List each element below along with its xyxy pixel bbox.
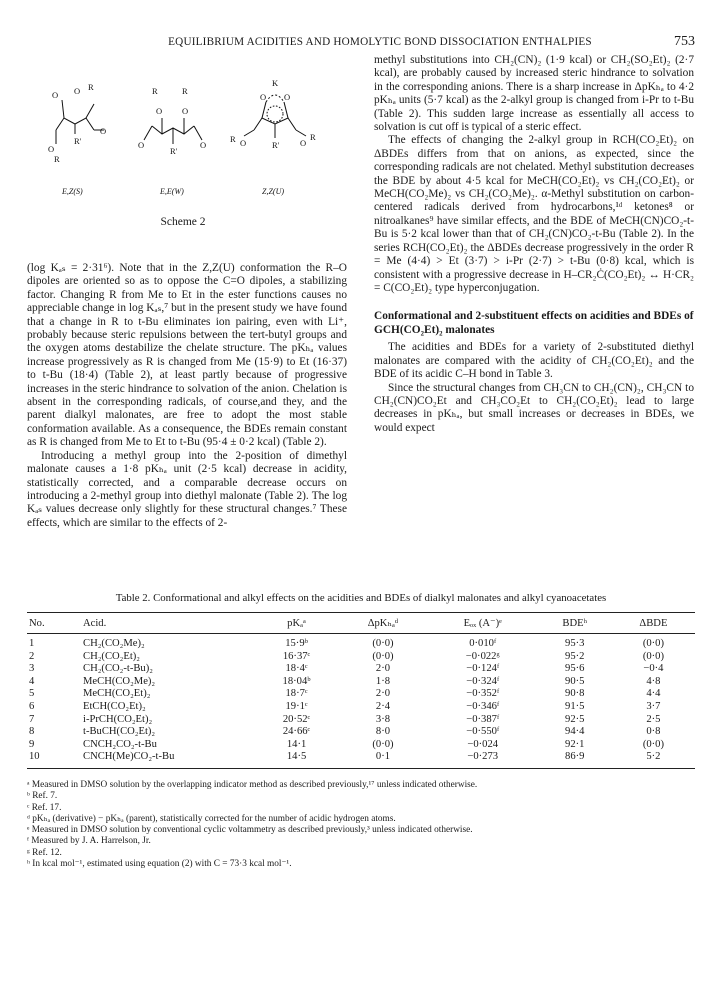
cell-no: 6 <box>29 700 35 712</box>
cell-pka: 16·37ᶜ <box>282 650 311 662</box>
cell-dbde: 2·5 <box>646 713 661 725</box>
structure-zzu <box>244 95 306 138</box>
table-row <box>27 688 695 701</box>
svg-text:R': R' <box>272 140 280 150</box>
label-zzu: Z,Z(U) <box>262 187 285 196</box>
cell-dpkha: 2·0 <box>375 688 391 700</box>
left-paragraph-2: Introducing a methyl group into the 2-position of dimethyl malonate causes a 1·8 pKₕₐ unit (2·5 kcal) decrease in acidity, statistically corrected, and a comparable decrease occurs on introducing a 2-methyl group into diethyl malonate (Table 2). The log Kₐₛ values decrease only slightly for these structural changes.⁷ These effects, which are similar to the effects of 2- <box>27 449 347 529</box>
table-row <box>27 739 695 752</box>
cell-dbde: (0·0) <box>642 650 665 662</box>
cell-acid: CH₂(CO₂Me)₂ <box>83 638 145 649</box>
section-heading: Conformational and 2-substituent effects on acidities and BDEs of GCH(CO₂Et)₂ malonates <box>374 310 694 337</box>
label-eew: E,E(W) <box>160 187 184 196</box>
structure-eew <box>144 118 202 144</box>
cell-pka: 20·52ᶜ <box>282 713 311 725</box>
cell-dpkha: 2·4 <box>375 700 391 712</box>
footnote: ᵍ Ref. 12. <box>27 847 62 858</box>
cell-dbde: −0·4 <box>643 663 664 675</box>
svg-text:R: R <box>230 134 236 144</box>
cell-eox: −0·352ᶠ <box>466 688 500 700</box>
cell-bde: 86·9 <box>538 751 612 768</box>
cell-bde: 95·3 <box>565 638 585 649</box>
svg-text:O: O <box>260 92 267 102</box>
cell-eox: −0·346ᶠ <box>466 700 500 712</box>
cell-eox: 0·010ᶠ <box>469 638 497 649</box>
svg-text:O: O <box>74 86 81 96</box>
right-column <box>374 54 694 435</box>
svg-text:R: R <box>88 82 94 92</box>
col-header-dpkha: ΔpKₕₐᵈ <box>338 613 428 634</box>
left-column <box>27 262 347 530</box>
cell-no: 2 <box>29 650 35 662</box>
svg-text:O: O <box>138 140 145 150</box>
table-row <box>27 726 695 739</box>
cell-acid: EtCH(CO₂Et)₂ <box>83 700 146 712</box>
col-header-dbde: ΔBDE <box>612 613 695 634</box>
cell-dpkha: (0·0) <box>372 650 394 662</box>
col-header-bde: BDEʰ <box>538 613 612 634</box>
cell-no: 3 <box>29 663 35 675</box>
footnote: ᶠ Measured by J. A. Harrelson, Jr. <box>27 836 151 847</box>
footnote: ʰ In kcal mol⁻¹, estimated using equation (2) with C = 73·3 kcal mol⁻¹. <box>27 859 292 870</box>
cell-no: 4 <box>29 675 35 687</box>
cell-bde: 95·2 <box>565 650 585 662</box>
right-paragraph-1: methyl substitutions into CH₂(CN)₂ (1·9 kcal) or CH₂(SO₂Et)₂ (2·7 kcal), are probably caused by increased steric hindrance to solvation in the corresponding anions. There is a sharp increase in ΔpKₕₐ to 4·2 pKₕₐ units (5·7 kcal) as the 2-alkyl group is changed from i-Pr to t-Bu (Table 2). This sudden large increase as essentially all access to solvation is cut off is typical of a steric effect. <box>374 54 694 134</box>
footnote: ᵉ Measured in DMSO solution by conventional cyclic voltammetry as described previously,³ unless indicated otherwise. <box>27 825 473 836</box>
table-row <box>27 701 695 714</box>
cell-eox: −0·124ᶠ <box>466 663 500 675</box>
table-2 <box>27 612 695 769</box>
cell-dpkha: 3·8 <box>375 713 391 725</box>
table-row <box>27 676 695 689</box>
cell-pka: 24·66ᶜ <box>282 726 311 738</box>
right-paragraph-2: The effects of changing the 2-alkyl group in RCH(CO₂Et)₂ on ΔBDEs differs from that on anions, as expected, since the corresponding radicals are not chelated. Methyl substitution decreases the BDE by about 4·5 kcal for MeCH(CO₂Et)₂ vs CH₂(CO₂Et)₂ or MeCH(CO₂Me)₂ vs CH₂(CO₂Me)₂. α-Methyl substitution on carbon-centered radicals derived from hydrocarbons,¹ᵈ ketones⁸ or nitroalkanes⁹ have similar effects, and the BDE of MeCH(CN)CO₂-t-Bu is 5·2 kcal lower than that of CH₂(CN)CO₂-t-Bu (Table 2). In the series RCH(CO₂Et)₂ the ΔBDEs decrease progressively in the order R = Me (4·4) > Et (3·7) > i-Pr (2·7) > t-Bu (0·8) kcal, which is consistent with a progressive decrease in H–CR₂Ċ(CO₂Et)₂ ↔ H·CR₂ = C(CO₂Et)₂ type hyperconjugation. <box>374 134 694 294</box>
scheme-caption: Scheme 2 <box>160 216 206 228</box>
table-caption: Table 2. Conformational and alkyl effects on the acidities and BDEs of dialkyl malonates and alkyl cyanoacetates <box>115 592 607 604</box>
table-row <box>27 651 695 664</box>
cell-pka: 18·04ᵇ <box>282 675 311 687</box>
svg-text:O: O <box>284 92 291 102</box>
col-header-acid: Acid. <box>81 613 255 634</box>
footnote: ᵃ Measured in DMSO solution by the overlapping indicator method as described previously,¹⁷ unless indicated otherwise. <box>27 780 478 790</box>
cell-no: 9 <box>29 738 35 750</box>
cell-pka: 15·9ᵇ <box>285 638 308 649</box>
cell-eox: −0·273 <box>428 751 538 768</box>
cell-acid: CNCH₂CO₂-t-Bu <box>83 738 157 750</box>
label-ezs: E,Z(S) <box>62 187 83 196</box>
cell-acid: CNCH(Me)CO₂-t-Bu <box>81 751 255 768</box>
cell-no: 8 <box>29 726 35 738</box>
svg-text:O: O <box>48 144 55 154</box>
svg-text:K: K <box>272 78 279 88</box>
cell-bde: 90·8 <box>565 688 585 700</box>
cell-acid: MeCH(CO₂Me)₂ <box>83 675 156 687</box>
cell-no: 7 <box>29 713 35 725</box>
svg-text:R': R' <box>170 146 178 156</box>
footnote: ᵇ Ref. 7. <box>27 791 58 802</box>
cell-dbde: 5·2 <box>612 751 695 768</box>
running-head: EQUILIBRIUM ACIDITIES AND HOMOLYTIC BOND DISSOCIATION ENTHALPIES <box>168 36 592 48</box>
footnote: ᵈ pKₕₐ (derivative) − pKₕₐ (parent), statistically corrected for the number of acidic hydrogen atoms. <box>27 813 396 824</box>
cell-dpkha: (0·0) <box>372 638 394 649</box>
table-body <box>27 634 695 769</box>
cell-pka: 18·4ᶜ <box>285 663 308 675</box>
scheme-2 <box>44 78 344 238</box>
left-paragraph-1: (log Kₐₛ = 2·31⁶). Note that in the Z,Z(U) conformation the R–O dipoles are oriented so as to oppose the C=O dipoles, a stabilizing factor. Changing R from Me to Et in the ester functions causes no appreciable change in log Kₐₛ,⁷ but in the present study we have found that a change in R to t-Bu eliminates ion pairing, even with Li⁺, probably because steric repulsions between the tert-butyl groups and the oxygen atoms destabilize the chelate structure. The pKₕₐ values increase progressively as R is changed from Me (15·9) to Et (16·37) to t-Bu (18·4) (Table 2), at least partly because of progressive increases in the steric hindrance to solvation of the anion. Chelation is absent in the corresponding radicals, of course,and they, and the parent dialkyl malonates, are free to adopt the most stable conformation available. As a consequence, the BDEs remain constant as R is changed from Me to Et to t-Bu (95·4 ± 0·2 kcal) (Table 2). <box>27 262 347 449</box>
cell-bde: 92·5 <box>565 713 585 725</box>
cell-dbde: 4·4 <box>646 688 661 700</box>
cell-pka: 19·1ᶜ <box>285 700 308 712</box>
right-paragraph-3: The acidities and BDEs for a variety of 2-substituted diethyl malonates are compared with the acidity of CH₂(CO₂Et)₂ and the BDE of its acidic C–H bond in Table 3. <box>374 341 694 381</box>
cell-eox: −0·387ᶠ <box>466 713 500 725</box>
cell-dpkha: 8·0 <box>375 726 391 738</box>
cell-eox: −0·324ᶠ <box>466 675 500 687</box>
cell-no: 1 <box>29 638 35 649</box>
cell-dpkha: 0·1 <box>338 751 428 768</box>
cell-pka: 18·7ᶜ <box>285 688 308 700</box>
cell-eox: −0·024 <box>467 738 499 750</box>
table-footnotes <box>27 780 695 870</box>
svg-text:R: R <box>152 86 158 96</box>
table-row <box>27 714 695 727</box>
cell-acid: CH₂(CO₂Et)₂ <box>83 650 140 662</box>
svg-text:R: R <box>182 86 188 96</box>
cell-pka: 14·5 <box>255 751 338 768</box>
cell-pka: 14·1 <box>286 738 307 750</box>
scheme-2-structures <box>44 78 344 214</box>
cell-dbde: 0·8 <box>646 726 661 738</box>
cell-acid: MeCH(CO₂Et)₂ <box>83 688 151 700</box>
cell-dpkha: 2·0 <box>375 663 391 675</box>
table-row <box>27 751 695 768</box>
svg-text:R: R <box>310 132 316 142</box>
cell-acid: i-PrCH(CO₂Et)₂ <box>83 713 153 725</box>
col-header-pka: pKₐᵃ <box>255 613 338 634</box>
cell-acid: t-BuCH(CO₂Et)₂ <box>83 726 156 738</box>
cell-bde: 92·1 <box>565 738 585 750</box>
table-row <box>27 634 695 651</box>
cell-bde: 90·5 <box>565 675 585 687</box>
cell-dbde: (0·0) <box>642 638 665 649</box>
page-number: 753 <box>674 34 695 49</box>
right-paragraph-4: Since the structural changes from CH₃CN to CH₂(CN)₂, CH₃CN to CH₂(CN)CO₂Et and CH₃CO₂Et to CH₂(CO₂Et)₂ lead to large decreases in pKₕₐ, but small increases or decreases in BDEs, we would expect <box>374 381 694 434</box>
col-header-eox: Eₒₓ (A⁻)ᵉ <box>428 613 538 634</box>
cell-dpkha: 1·8 <box>375 675 391 687</box>
col-header-no: No. <box>27 613 81 634</box>
svg-text:O: O <box>300 138 307 148</box>
cell-dbde: (0·0) <box>642 738 665 750</box>
cell-eox: −0·022ᵍ <box>465 650 500 662</box>
svg-text:O: O <box>182 106 189 116</box>
cell-dpkha: (0·0) <box>372 738 394 750</box>
cell-dbde: 4·8 <box>646 675 661 687</box>
cell-acid: CH₂(CO₂-t-Bu)₂ <box>83 663 153 675</box>
svg-text:O: O <box>240 138 247 148</box>
cell-bde: 94·4 <box>565 726 585 738</box>
cell-eox: −0·550ᶠ <box>466 726 500 738</box>
footnote: ᶜ Ref. 17. <box>27 802 62 813</box>
cell-no: 10 <box>27 751 81 768</box>
table-row <box>27 663 695 676</box>
svg-text:R': R' <box>74 136 82 146</box>
svg-text:O: O <box>200 140 207 150</box>
svg-text:R: R <box>54 154 60 164</box>
cell-bde: 91·5 <box>565 700 585 712</box>
svg-text:O: O <box>156 106 163 116</box>
svg-text:O: O <box>100 126 107 136</box>
table-header-row <box>27 613 695 634</box>
cell-dbde: 3·7 <box>646 700 661 712</box>
svg-text:O: O <box>52 90 59 100</box>
cell-no: 5 <box>29 688 35 700</box>
cell-bde: 95·6 <box>565 663 585 675</box>
